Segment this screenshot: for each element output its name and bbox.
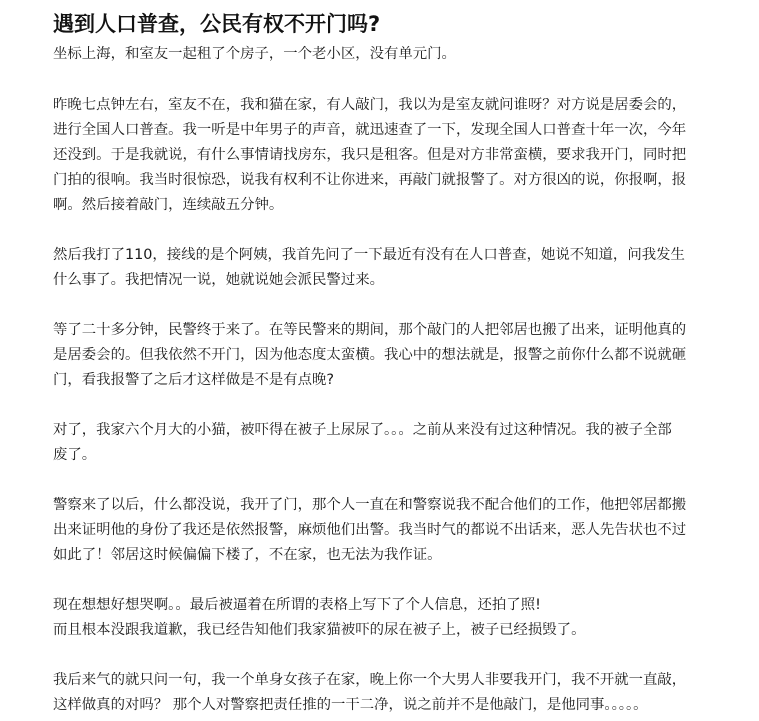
paragraph-line: 警察来了以后，什么都没说，我开了门，那个人一直在和警察说我不配合他们的工作，他把邻居都搬	[53, 497, 687, 513]
paragraph-line: 门，看我报警了之后才这样做是不是有点晚?	[53, 372, 335, 388]
paragraph-6	[53, 493, 717, 568]
paragraph-line: 门拍的很响。我当时很惊恐，说我有权利不让你进来，再敲门就报警了。对方很凶的说，你报啊，报	[53, 172, 687, 188]
paragraph-line: 是居委会的。但我依然不开门，因为他态度太蛮横。我心中的想法就是，报警之前你什么都不说就砸	[53, 347, 687, 363]
paragraph-2	[53, 93, 717, 218]
paragraph-4	[53, 318, 717, 393]
paragraph-3	[53, 243, 717, 293]
paragraph-line: 这样做真的对吗？ 那个人对警察把责任推的一干二净，说之前并不是他敲门，是他同事。。。。。	[53, 697, 648, 713]
paragraph-line: 坐标上海，和室友一起租了个房子，一个老小区，没有单元门。	[53, 46, 456, 62]
paragraph-line: 进行全国人口普查。我一听是中年男子的声音，就迅速查了一下，发现全国人口普查十年一次，今年	[53, 122, 687, 138]
paragraph-line: 如此了！邻居这时候偏偏下楼了，不在家，也无法为我作证。	[53, 547, 442, 563]
paragraph-line: 还没到。于是我就说，有什么事情请找房东，我只是租客。但是对方非常蛮横，要求我开门，同时把	[53, 147, 687, 163]
paragraph-line: 而且根本没跟我道歉，我已经告知他们我家猫被吓的尿在被子上，被子已经损毁了。	[53, 622, 586, 638]
paragraph-8	[53, 668, 717, 718]
paragraph-line: 昨晚七点钟左右，室友不在，我和猫在家，有人敲门，我以为是室友就问谁呀？对方说是居委会的，	[53, 97, 687, 113]
paragraph-line: 现在想想好想哭啊。。最后被逼着在所谓的表格上写下了个人信息，还拍了照!	[53, 597, 541, 613]
paragraph-line: 等了二十多分钟，民警终于来了。在等民警来的期间，那个敲门的人把邻居也搬了出来，证明他真的	[53, 322, 687, 338]
paragraph-7	[53, 593, 717, 643]
paragraph-5	[53, 418, 717, 468]
paragraph-line: 什么事了。我把情况一说，她就说她会派民警过来。	[53, 272, 384, 288]
paragraph-line: 啊。然后接着敲门，连续敲五分钟。	[53, 197, 284, 213]
paragraph-1	[53, 42, 717, 67]
paragraph-line: 出来证明他的身份了我还是依然报警，麻烦他们出警。我当时气的都说不出话来，恶人先告状也不过	[53, 522, 687, 538]
paragraph-line: 对了，我家六个月大的小猫，被吓得在被子上尿尿了。。。之前从来没有过这种情况。我的被子全部	[53, 422, 672, 438]
paragraph-line: 然后我打了110，接线的是个阿姨，我首先问了一下最近有没有在人口普查，她说不知道，问我发生	[53, 247, 685, 263]
paragraph-line: 废了。	[53, 447, 97, 463]
paragraph-line: 我后来气的就只问一句，我一个单身女孩子在家，晚上你一个大男人非要我开门，我不开就一直敲，	[53, 672, 687, 688]
article-title: 遇到人口普查，公民有权不开门吗?	[53, 12, 381, 36]
